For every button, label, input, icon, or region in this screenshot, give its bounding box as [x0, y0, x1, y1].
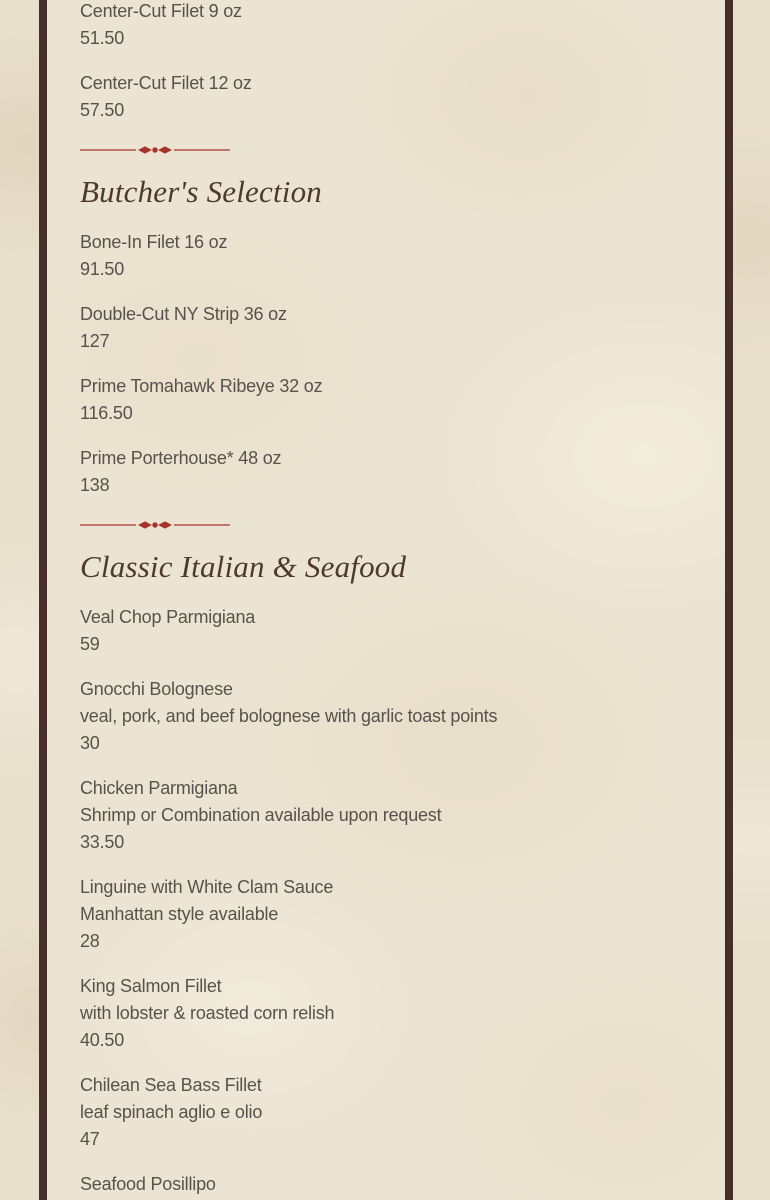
item-name: Center-Cut Filet 9 oz — [80, 1, 242, 21]
item-price: 127 — [80, 331, 110, 351]
menu-item — [80, 229, 685, 283]
item-description: veal, pork, and beef bolognese with garlic toast points — [80, 706, 498, 726]
item-description: with lobster & roasted corn relish — [80, 1003, 335, 1023]
item-name: Gnocchi Bolognese — [80, 679, 233, 699]
item-price: 30 — [80, 733, 100, 753]
item-price: 28 — [80, 931, 100, 951]
menu-item — [80, 301, 685, 355]
menu-item — [80, 0, 685, 52]
item-name: Seafood Posillipo — [80, 1174, 216, 1194]
section-heading: Classic Italian & Seafood — [80, 549, 407, 584]
menu-panel — [39, 0, 733, 1200]
divider-ornament-icon — [80, 518, 230, 532]
item-name: Linguine with White Clam Sauce — [80, 877, 334, 897]
item-description: leaf spinach aglio e olio — [80, 1102, 263, 1122]
section-divider — [80, 142, 685, 157]
item-name: Bone-In Filet 16 oz — [80, 232, 228, 252]
menu-item — [80, 973, 685, 1054]
item-name: Prime Tomahawk Ribeye 32 oz — [80, 376, 323, 396]
menu-item — [80, 676, 685, 757]
item-description: Manhattan style available — [80, 904, 279, 924]
item-name: King Salmon Fillet — [80, 976, 222, 996]
item-price: 138 — [80, 475, 110, 495]
item-name: Chicken Parmigiana — [80, 778, 238, 798]
item-description: Shrimp or Combination available upon request — [80, 805, 442, 825]
item-price: 33.50 — [80, 832, 125, 852]
item-price: 91.50 — [80, 259, 125, 279]
item-price: 51.50 — [80, 28, 125, 48]
item-price: 47 — [80, 1129, 100, 1149]
menu-item — [80, 874, 685, 955]
item-name: Prime Porterhouse* 48 oz — [80, 448, 282, 468]
menu-item — [80, 373, 685, 427]
item-price: 59 — [80, 634, 100, 654]
menu-item — [80, 70, 685, 124]
menu-item — [80, 445, 685, 499]
item-name: Double-Cut NY Strip 36 oz — [80, 304, 287, 324]
menu-item — [80, 775, 685, 856]
item-price: 57.50 — [80, 100, 125, 120]
menu-item — [80, 1171, 685, 1198]
section-divider — [80, 517, 685, 532]
section-heading: Butcher's Selection — [80, 174, 322, 209]
item-name: Chilean Sea Bass Fillet — [80, 1075, 262, 1095]
item-price: 116.50 — [80, 403, 133, 423]
item-name: Veal Chop Parmigiana — [80, 607, 256, 627]
menu-item — [80, 604, 685, 658]
menu-content — [47, 0, 725, 1198]
divider-ornament-icon — [80, 143, 230, 157]
item-name: Center-Cut Filet 12 oz — [80, 73, 252, 93]
item-price: 40.50 — [80, 1030, 125, 1050]
menu-item — [80, 1072, 685, 1153]
